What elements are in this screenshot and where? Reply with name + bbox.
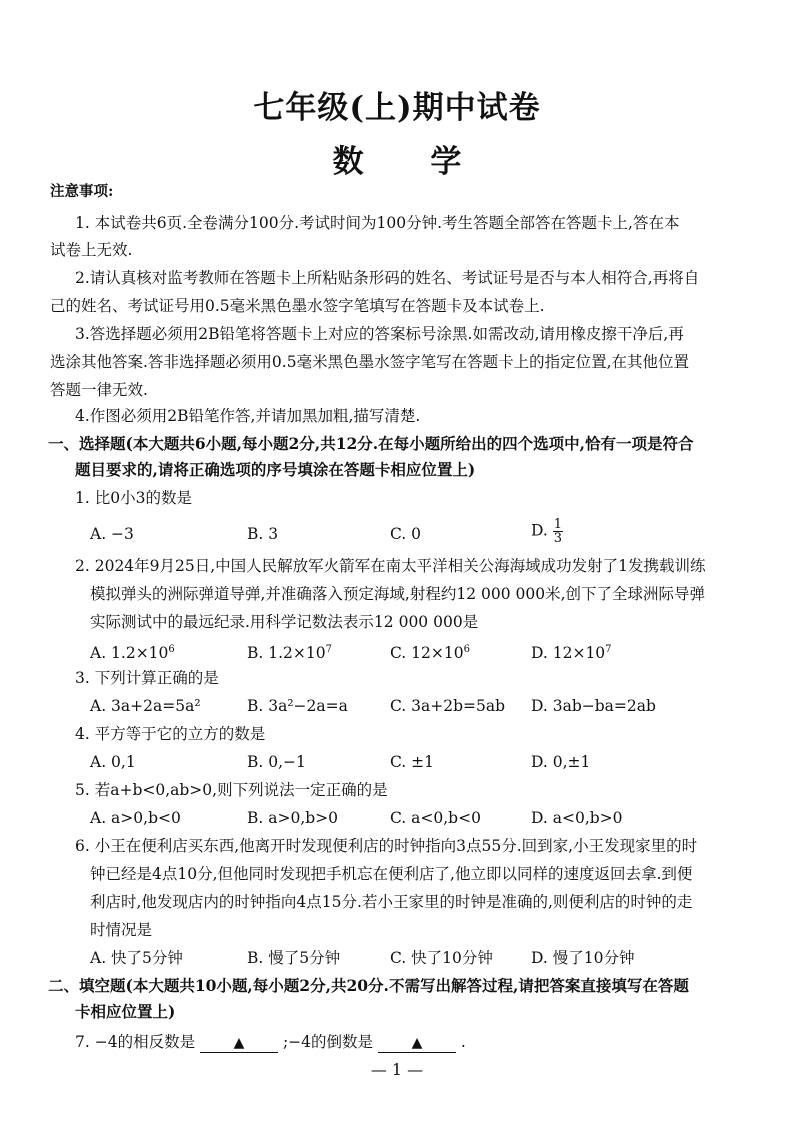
q3-option-b: B. 3a²−2a=a: [247, 697, 348, 715]
q2-option-c: [390, 638, 470, 665]
q6-option-b: B. 慢了5分钟: [247, 949, 341, 967]
notice-line-4: 己的姓名、考试证号用0.5毫米黑色墨水签字笔填写在答题卡及本试卷上.: [50, 297, 545, 315]
section2-heading-line1: 二、填空题(本大题共10小题,每小题2分,共20分.不需写出解答过程,请把答案直接填写在答题: [48, 976, 689, 995]
section1-heading-line2: 题目要求的,请将正确选项的序号填涂在答题卡相应位置上): [75, 460, 476, 479]
q4-option-b: B. 0,−1: [247, 753, 306, 771]
notice-line-3: 2.请认真核对监考教师在答题卡上所粘贴条形码的姓名、考试证号是否与本人相符合,再将自: [75, 269, 700, 287]
q7-line: [75, 1030, 794, 1054]
q2-option-c-base: C. 12×10: [390, 644, 464, 663]
q3-stem: 3. 下列计算正确的是: [75, 669, 219, 687]
q6-line-1: 6. 小王在便利店买东西,他离开时发现便利店的时钟指向3点55分.回到家,小王发现家里的时: [75, 837, 698, 855]
q2-option-a-base: A. 1.2×10: [90, 644, 169, 663]
notice-heading: 注意事项:: [50, 183, 114, 200]
q5-option-a: A. a>0,b<0: [90, 809, 181, 827]
q3-option-a: A. 3a+2a=5a²: [90, 697, 201, 715]
notice-line-5: 3.答选择题必须用2B铅笔将答题卡上对应的答案标号涂黑.如需改动,请用橡皮擦干净后,再: [75, 325, 684, 343]
q5-option-c: C. a<0,b<0: [390, 809, 481, 827]
q7-part2: ;−4的倒数是: [282, 1033, 374, 1051]
q6-option-a: A. 快了5分钟: [90, 949, 183, 967]
notice-line-8: 4.作图必须用2B铅笔作答,并请加黑加粗,描写清楚.: [75, 407, 421, 425]
q1-option-d-fraction: [553, 518, 563, 545]
q1-option-b: B. 3: [247, 525, 279, 543]
q1-option-c: C. 0: [390, 525, 422, 543]
q1-option-a: A. −3: [90, 525, 134, 543]
q2-line-1: 2. 2024年9月25日,中国人民解放军火箭军在南太平洋相关公海海域成功发射了1发携载训练: [75, 557, 706, 575]
q4-option-a: A. 0,1: [90, 753, 136, 771]
q2-line-2: 模拟弹头的洲际弹道导弹,并准确落入预定海域,射程约12 000 000米,创下了全球洲际导弹: [90, 585, 706, 603]
notice-line-7: 答题一律无效.: [50, 381, 148, 399]
q2-option-c-exponent: 6: [463, 644, 470, 655]
subject-title: 数 学: [332, 144, 490, 180]
triangle-marker-icon: ▲: [411, 1035, 423, 1051]
q5-stem: 5. 若a+b<0,ab>0,则下列说法一定正确的是: [75, 781, 388, 799]
q2-option-b: [247, 638, 332, 665]
notice-line-1: 1. 本试卷共6页.全卷满分100分.考试时间为100分钟.考生答题全部答在答题卡上,答在本: [75, 214, 680, 232]
q7-end: .: [460, 1033, 466, 1051]
q6-option-c: C. 快了10分钟: [390, 949, 493, 967]
q2-option-d-exponent: 7: [605, 644, 612, 655]
triangle-marker-icon: ▲: [233, 1035, 245, 1051]
fraction-denominator: 3: [553, 531, 563, 546]
exam-title: 七年级(上)期中试卷: [253, 90, 541, 126]
q6-line-2: 钟已经是4点10分,但他同时发现把手机忘在便利店了,他立即以同样的速度返回去拿.到便: [90, 865, 693, 883]
q2-option-b-exponent: 7: [325, 644, 332, 655]
q2-option-b-base: B. 1.2×10: [247, 644, 326, 663]
q2-option-d-base: D. 12×10: [531, 644, 606, 663]
q7-part1: 7. −4的相反数是: [75, 1033, 196, 1051]
q5-option-d: D. a<0,b>0: [531, 809, 623, 827]
q4-option-d: D. 0,±1: [531, 753, 591, 771]
notice-line-2: 试卷上无效.: [50, 241, 133, 259]
q4-option-c: C. ±1: [390, 753, 435, 771]
q2-option-a: [90, 638, 175, 665]
q7-answer-blank-2[interactable]: [378, 1033, 456, 1053]
q1-stem: 1. 比0小3的数是: [75, 489, 192, 507]
q4-stem: 4. 平方等于它的立方的数是: [75, 725, 266, 743]
q1-option-d-label: D.: [531, 521, 548, 540]
q6-option-d: D. 慢了10分钟: [531, 949, 635, 967]
q2-option-d: [531, 638, 612, 665]
section2-heading-line2: 卡相应位置上): [75, 1002, 176, 1021]
section1-heading-line1: 一、选择题(本大题共6小题,每小题2分,共12分.在每小题所给出的四个选项中,恰有一项是符合: [48, 434, 694, 453]
q5-option-b: B. a>0,b>0: [247, 809, 339, 827]
q3-option-c: C. 3a+2b=5ab: [390, 697, 506, 715]
q6-line-3: 利店时,他发现店内的时钟指向4点15分.若小王家里的时钟是准确的,则便利店的时钟的走: [90, 893, 693, 911]
q7-answer-blank-1[interactable]: [200, 1033, 278, 1053]
page-number: — 1 —: [370, 1060, 424, 1079]
q1-option-d: [531, 518, 563, 545]
q6-line-4: 时情况是: [90, 921, 153, 939]
q2-option-a-exponent: 6: [168, 644, 175, 655]
q3-option-d: D. 3ab−ba=2ab: [531, 697, 656, 715]
q2-line-3: 实际测试中的最远纪录.用科学记数法表示12 000 000是: [90, 613, 479, 631]
notice-line-6: 选涂其他答案.答非选择题必须用0.5毫米黑色墨水签字笔写在答题卡上的指定位置,在其他位置: [50, 353, 690, 371]
fraction-numerator: 1: [553, 517, 563, 532]
